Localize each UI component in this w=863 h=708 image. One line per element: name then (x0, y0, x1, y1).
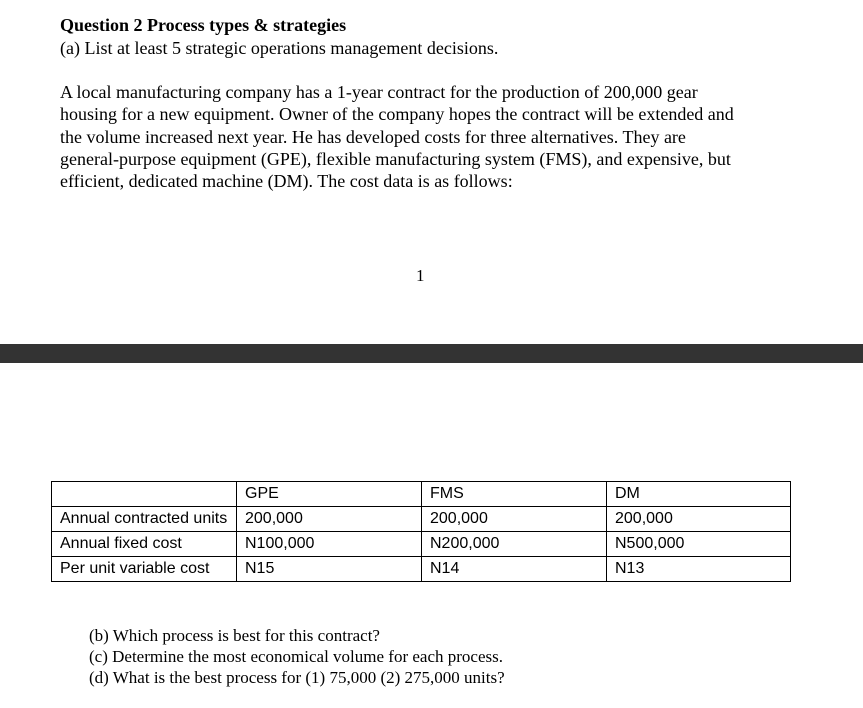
table-header-row (52, 482, 791, 507)
paragraph-line: A local manufacturing company has a 1-year contract for the production of 200,000 gear (60, 82, 698, 102)
question-part-c: (c) Determine the most economical volume for each process. (89, 647, 503, 666)
table-cell: N14 (422, 557, 607, 582)
table-cell: N15 (237, 557, 422, 582)
table-row (52, 557, 791, 582)
problem-paragraph (60, 81, 800, 192)
table-row (52, 532, 791, 557)
table-header-cell (52, 482, 237, 507)
paragraph-line: efficient, dedicated machine (DM). The cost data is as follows: (60, 171, 513, 192)
question-part-b: (b) Which process is best for this contract? (89, 626, 380, 645)
table-cell: Per unit variable cost (52, 557, 237, 582)
table-cell: N500,000 (607, 532, 791, 557)
cost-data-table (51, 481, 791, 582)
table-cell: N100,000 (237, 532, 422, 557)
table-cell: N13 (607, 557, 791, 582)
paragraph-line: housing for a new equipment. Owner of the company hopes the contract will be extended and (60, 104, 734, 125)
table-header-cell: GPE (237, 482, 422, 507)
table-cell: Annual fixed cost (52, 532, 237, 557)
page-break-divider (0, 344, 863, 363)
paragraph-line: the volume increased next year. He has developed costs for three alternatives. They are (60, 126, 686, 147)
paragraph-line: general-purpose equipment (GPE), flexible manufacturing system (FMS), and expensive, but (60, 148, 731, 169)
follow-up-questions (89, 625, 505, 688)
question-title: Question 2 Process types & strategies (60, 15, 347, 35)
question-part-a: (a) List at least 5 strategic operations management decisions. (60, 38, 499, 58)
table-row (52, 507, 791, 532)
table-header-cell: FMS (422, 482, 607, 507)
table-cell: 200,000 (422, 507, 607, 532)
table-cell: 200,000 (607, 507, 791, 532)
table-cell: 200,000 (237, 507, 422, 532)
question-part-d: (d) What is the best process for (1) 75,000 (2) 275,000 units? (89, 668, 505, 687)
table-header-cell: DM (607, 482, 791, 507)
table-cell: N200,000 (422, 532, 607, 557)
table-cell: Annual contracted units (52, 507, 237, 532)
page-number: 1 (416, 266, 425, 285)
